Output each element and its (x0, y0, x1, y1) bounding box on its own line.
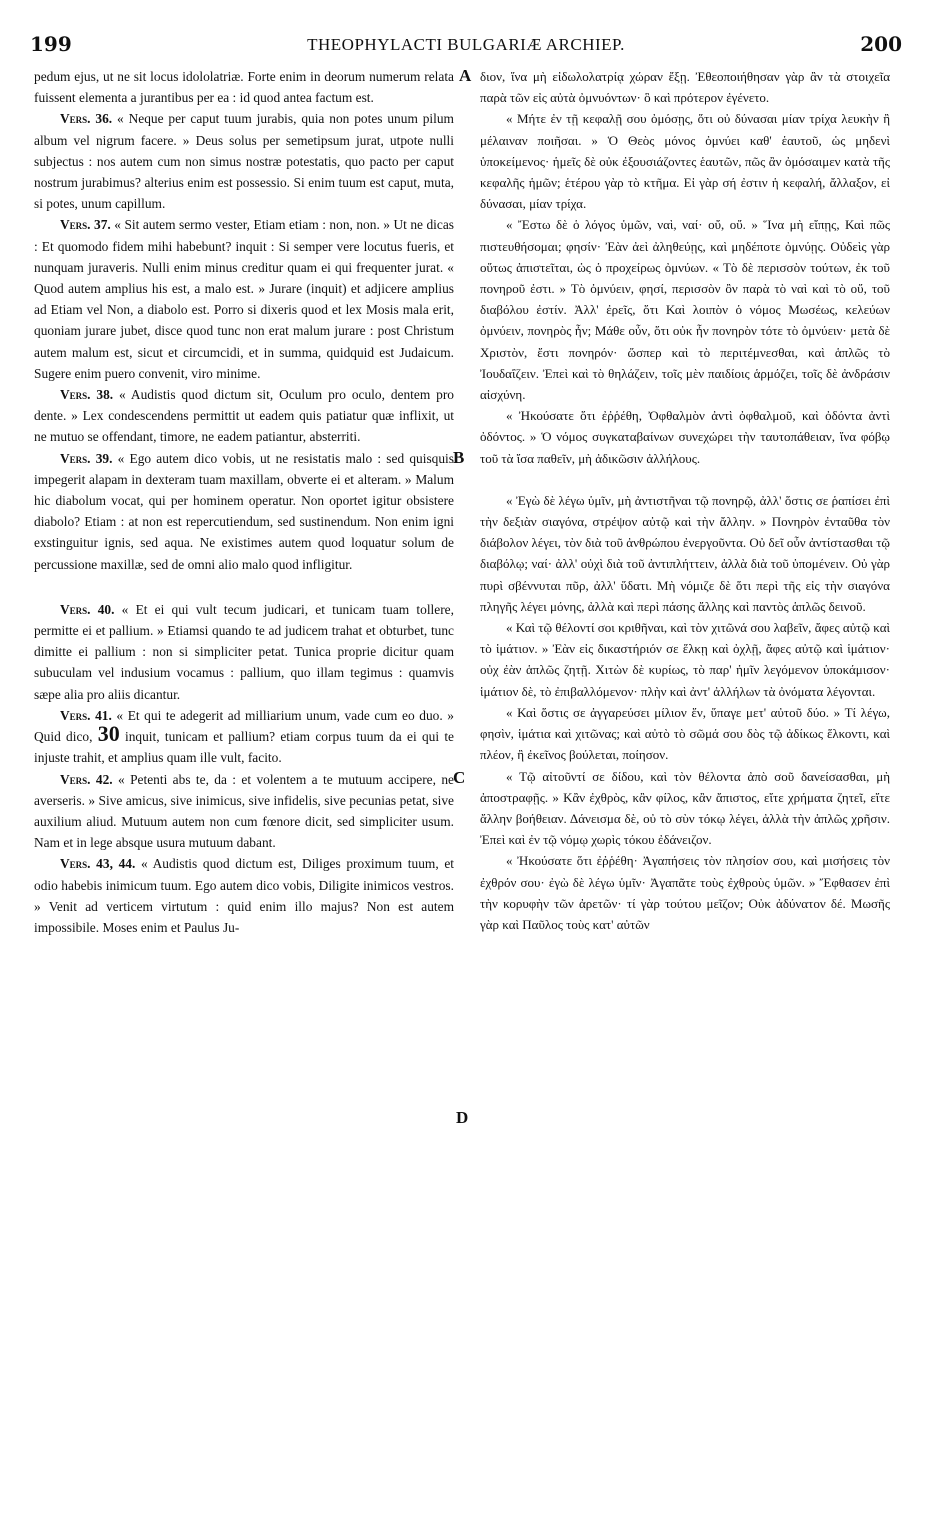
verse-label: Vers. 41. (60, 707, 112, 723)
margin-marker-a: A (459, 66, 472, 85)
verse-label: Vers. 39. (60, 450, 113, 466)
margin-marker-c: C (453, 768, 466, 787)
greek-paragraph: « Ἔστω δὲ ὁ λόγος ὑμῶν, ναὶ, ναί· οὔ, οὔ. » Ἵνα μὴ εἴπῃς, Καὶ πῶς πιστευθήσομαι; φησίν· Ἐὰν ἀεὶ ἀληθεύῃς, καὶ μηδέποτε ὀμνύῃς. Οὐδεὶς γὰρ οὕτως ἀπιστεῖται, ὡς ὁ προχείρως ὀμνύων. « Τὸ δὲ περισσὸν τούτων, ἐκ τοῦ πονηροῦ ἐστι. » Τὸ ὀμνύειν, φησί, περισσὸν ὂν παρὰ τὸ ναὶ καὶ τὸ οὔ, τοῦ διαβόλου ἐστίν. Ἀλλ' ἐρεῖς, ὅτι Καὶ λοιπὸν ὁ νόμος Μωσέως, κελεύων ὀμνύειν, πονηρὸς ἦν; Μάθε οὖν, ὅτι οὐκ ἦν πονηρὸν τότε τὸ ὀμνύειν· μετὰ δὲ Χριστὸν, ἔστι πονηρόν· ὥσπερ καὶ τὸ περιτέμνεσθαι, καὶ ἁπλῶς τὸ Ἰουδαΐζειν. Ἐπεὶ καὶ τὸ θηλάζειν, τοῖς μὲν παιδίοις ἁρμόζει, τοῖς δὲ ἀνδράσιν αἰσχύνη. (480, 217, 890, 403)
greek-paragraph: « Ἐγὼ δὲ λέγω ὑμῖν, μὴ ἀντιστῆναι τῷ πονηρῷ, ἀλλ' ὅστις σε ῥαπίσει ἐπὶ τὴν δεξιὰν σιαγόνα, στρέψον αὐτῷ καὶ τὴν ἄλλην. » Πονηρὸν ἐνταῦθα τὸν διάβολον λέγει, τὸν διὰ τοῦ ἀνθρώπου ἐνεργοῦντα. Οὐ δεῖ οὖν ἀντίστασθαι τῷ διαβόλῳ; ναί· ἀλλ' οὐχὶ διὰ τοῦ ἀντιπλήττειν, ἀλλὰ διὰ τοῦ ὑπομένειν. Οὐ γὰρ πυρὶ σβέννυται πῦρ, ἀλλ' ὕδατι. Μὴ νόμιζε δὲ ὅτι περὶ τῆς εἰς τὴν σιαγόνα πληγῆς λέγει μόνης, ἀλλὰ καὶ περὶ πάσης ἄλλης καὶ παντὸς ἁπλῶς δεινοῦ. (480, 492, 890, 614)
greek-paragraph: « Τῷ αἰτοῦντί σε δίδου, καὶ τὸν θέλοντα ἀπὸ σοῦ δανείσασθαι, μὴ ἀποστραφῇς. » Κἂν ἐχθρὸς, κἂν φίλος, κἂν ἄπιστος, εἴτε χρήματα ζητεῖ, εἴτε ἄλλην βοήθειαν. Δάνεισμα δὲ, οὐ τὸ σὺν τόκῳ λέγει, ἀλλὰ τὴν ἁπλῶς χρῆσιν. Ἐπεὶ καὶ ἐν τῷ νόμῳ χωρὶς τόκου ἐδάνειζον. (480, 768, 890, 848)
latin-paragraph: Vers. 37. « Sit autem sermo vester, Etiam etiam : non, non. » Ut ne dicas : Et quomodo fidem mihi habebunt? inquit : Si semper vere locutus fueris, et nunquam juraveris. Nulli enim minus creditur quam ei qui frequenter jurat. « Quod autem amplius his est, a malo est. » Jurare (inquit) et adjicere amplius ad Etiam vel Non, a diabolo est. Porro si dixeris quod et lex Mosis mala erit, quoniam jurare jubet, disce quod tunc non erat malum jurare : post Christum autem malum est, sicut et circumcidi, et in summa, quidquid est Judaicum. Sugere enim puero convenit, viro minime. (34, 217, 454, 381)
latin-paragraph: Vers. 40. « Et ei qui vult tecum judicari, et tunicam tuam tollere, permitte ei et pallium. » Etiamsi quando te ad judicem trahat et obturbet, tunc dimitte ei pallium : non si simpliciter petat. Tunica proprie dicitur quam subuculam vel indusium vocamus : pallium, quo illam tegimus : quamvis sæpe alia pro aliis dicantur. (34, 601, 454, 702)
latin-paragraph: pedum ejus, ut ne sit locus idololatriæ. Forte enim in deorum numerum relata fuissent elementa a jurantibus per ea : id quod antea factum est. (34, 69, 454, 106)
greek-paragraph: « Ἠκούσατε ὅτι ἐῤῥέθη, Ὀφθαλμὸν ἀντὶ ὀφθαλμοῦ, καὶ ὀδόντα ἀντὶ ὀδόντος. » Ὁ νόμος συγκαταβαίνων συνεχώρει τὴν ταυτοπάθειαν, ἵνα φόβῳ τοῦ τὰ ἴσα παθεῖν, μὴ ἀδικῶσιν ἀλλήλους. (480, 408, 890, 466)
greek-paragraph: « Ἠκούσατε ὅτι ἐῤῥέθη· Ἀγαπήσεις τὸν πλησίον σου, καὶ μισήσεις τὸν ἐχθρόν σου· ἐγὼ δὲ λέγω ὑμῖν· Ἀγαπᾶτε τοὺς ἐχθροὺς ὑμῶν. » Ἔφθασεν ἐπὶ τὴν κορυφὴν τῶν ἀρετῶν· τί γὰρ τούτου μεῖζον; Οὐκ ἀδύνατον δέ. Μωσῆς γὰρ καὶ Παῦλος τοὺς κατ' αὐτῶν (480, 853, 890, 932)
page-number-left: 199 (30, 32, 72, 56)
latin-column (34, 66, 454, 938)
latin-paragraph: Vers. 38. « Audistis quod dictum sit, Oculum pro oculo, dentem pro dente. » Lex condescendens permittit ut eadem quis patiatur quæ inflixit, ut ne mutuo se offendant, timore, ne eadem patiantur, absterriti. (34, 387, 454, 445)
page-number-right: 200 (860, 32, 902, 56)
latin-paragraph: Vers. 36. « Neque per caput tuum jurabis, quia non potes unum pilum album vel nigrum facere. » Deus solus per semetipsum jurat, utpote nulli subjectus : nos autem cum non simus nostræ potestatis, quo pacto per caput nostrum jurabimus? alterius enim est possessio. Si enim tuum est caput, muta, si potes, unum capillum. (34, 111, 454, 212)
margin-marker-b: B (453, 448, 465, 467)
greek-paragraph: διον, ἵνα μὴ εἰδωλολατρίᾳ χώραν ἔξῃ. Ἐθεοποιήθησαν γὰρ ἂν τὰ στοιχεῖα παρὰ τῶν εἰς αὐτὰ ὀμνυόντων· ὃ καὶ πρότερον ἐγένετο. (480, 69, 890, 106)
running-header (30, 32, 902, 62)
verse-label: Vers. 40. (60, 601, 115, 617)
latin-paragraph: Vers. 39. « Ego autem dico vobis, ut ne resistatis malo : sed quisquis impegerit alapam in dexteram tuam maxillam, obverte ei et alteram. » Malum hic diabolum vocat, qui per hominem operatur. Non oportet igitur obsistere diabolo? Etiam : at non est repercutiendum, sed sustinendum. Non enim igni exstinguitur ignis, sed aqua. Ne existimes autem quod loquatur solum de percussione maxillæ, sed de omni alio malo quod infligitur. (34, 450, 454, 572)
greek-column (480, 66, 890, 935)
latin-paragraph: Vers. 42. « Petenti abs te, da : et volentem a te mutuum accipere, ne averseris. » Sive amicus, sive inimicus, sive infidelis, sive pecunias petat, sive auxilium aliud. Mutuum autem non cum fœnore dicit, sed simpliciter usum. Nam et in lege absque usura mutuum dabant. (34, 771, 454, 851)
latin-paragraph: Vers. 43, 44. « Audistis quod dictum est, Diliges proximum tuum, et odio habebis inimicum tuum. Ego autem dico vobis, Diligite inimicos vestros. » Venit ad verticem virtutum : quid enim illo majus? Non est autem impossibile. Moses enim et Paulus Ju- (34, 856, 454, 935)
latin-paragraph: Vers. 41. « Et qui te adegerit ad milliarium unum, vade cum eo duo. » Quid dico, 30 inquit, tunicam et pallium? etiam corpus tuum da ei qui te injuste trahit, et amplius quam ille vult, facito. (34, 707, 454, 766)
greek-paragraph: « Μήτε ἐν τῇ κεφαλῇ σου ὀμόσῃς, ὅτι οὐ δύνασαι μίαν τρίχα λευκὴν ἢ μέλαιναν ποιῆσαι. » Ὁ Θεὸς μόνος ὀμνύει καθ' ἑαυτοῦ, ὡς μηδενὶ ὑποκείμενος· ἡμεῖς δὲ οὐκ ἐξουσιάζοντες ἑαυτῶν, πῶς ἂν ὀμόσαιμεν κατὰ τῆς κεφαλῆς ἡμῶν; ἑτέρου γὰρ τὸ κτῆμα. Εἰ γὰρ σή ἐστιν ἡ κεφαλή, ἄλλαξον, εἰ δύνασαι, μίαν τρίχα. (480, 111, 890, 212)
greek-paragraph: « Καὶ τῷ θέλοντί σοι κριθῆναι, καὶ τὸν χιτῶνά σου λαβεῖν, ἄφες αὐτῷ καὶ τὸ ἱμάτιον. » Ἐὰν εἰς δικαστήριόν σε ἕλκῃ καὶ ὀχλῇ, ἄφες αὐτῷ καὶ ἱμάτιον· οὐχ ἐὰν ἁπλῶς ζητῇ. Χιτὼν δὲ κυρίως, τὸ παρ' ἡμῖν λεγόμενον ὑποκάμισον· ἱμάτιον δὲ, τὸ ἐπιβαλλόμενον· πλὴν καὶ ἀντ' ἀλλήλων τὰ ὀνόματα λέγονται. (480, 620, 890, 699)
verse-label: Vers. 43, 44. (60, 856, 136, 872)
margin-marker-d: D (456, 1108, 469, 1127)
column-number: 30 (97, 721, 120, 747)
verse-label: Vers. 42. (60, 771, 113, 787)
verse-label: Vers. 38. (60, 387, 114, 403)
running-title: THEOPHYLACTI BULGARIÆ ARCHIEP. (307, 35, 625, 54)
verse-label: Vers. 37. (60, 217, 111, 233)
verse-label: Vers. 36. (60, 111, 113, 127)
greek-paragraph: « Καὶ ὅστις σε ἀγγαρεύσει μίλιον ἕν, ὕπαγε μετ' αὐτοῦ δύο. » Τί λέγω, φησὶν, ἱμάτια καὶ χιτῶνας; καὶ αὐτὸ τὸ σῶμά σου δὸς τῷ ἀδίκως ἕλκοντι, καὶ πλέον, ἢ ἐκεῖνος βούλεται, ποίησον. (480, 704, 890, 763)
